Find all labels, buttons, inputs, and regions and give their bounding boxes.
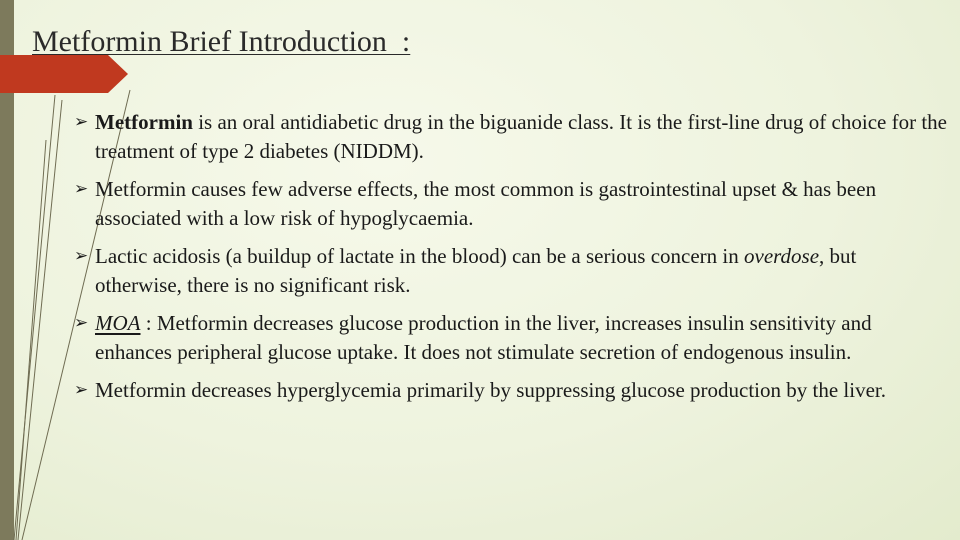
title-accent-banner (0, 55, 128, 93)
term-moa: MOA (95, 311, 141, 335)
arrow-bullet-icon: ➢ (74, 380, 89, 400)
bullet-item-2 (74, 175, 948, 233)
bullet-text-3: Lactic acidosis (a buildup of lactate in the blood) can be a serious concern in (95, 244, 745, 268)
term-metformin: Metformin (95, 110, 193, 134)
bullet-list (74, 108, 948, 414)
bullet-text-2: Metformin causes few adverse effects, the most common is gastrointestinal upset & has been associated with a low risk of hypoglycaemia. (95, 177, 877, 230)
bullet-text-3-tail: , but otherwise, there is no significant risk. (95, 244, 857, 297)
bullet-item-4 (74, 309, 948, 367)
bullet-item-3 (74, 242, 948, 300)
bullet-item-1 (74, 108, 948, 166)
bullet-text-5: Metformin decreases hyperglycemia primarily by suppressing glucose production by the liver. (95, 378, 886, 402)
arrow-bullet-icon: ➢ (74, 313, 89, 333)
bullet-text-1: is an oral antidiabetic drug in the biguanide class. It is the first-line drug of choice for the treatment of type 2 diabetes (NIDDM). (95, 110, 947, 163)
emphasis-overdose: overdose (744, 244, 820, 268)
slide-title: Metformin Brief Introduction : (32, 25, 411, 58)
bullet-item-5 (74, 376, 948, 405)
arrow-bullet-icon: ➢ (74, 179, 89, 199)
bullet-text-4: : Metformin decreases glucose production in the liver, increases insulin sensitivity and enhances peripheral glucose uptake. It does not stimulate secretion of endogenous insulin. (95, 311, 872, 364)
arrow-bullet-icon: ➢ (74, 112, 89, 132)
arrow-bullet-icon: ➢ (74, 246, 89, 266)
